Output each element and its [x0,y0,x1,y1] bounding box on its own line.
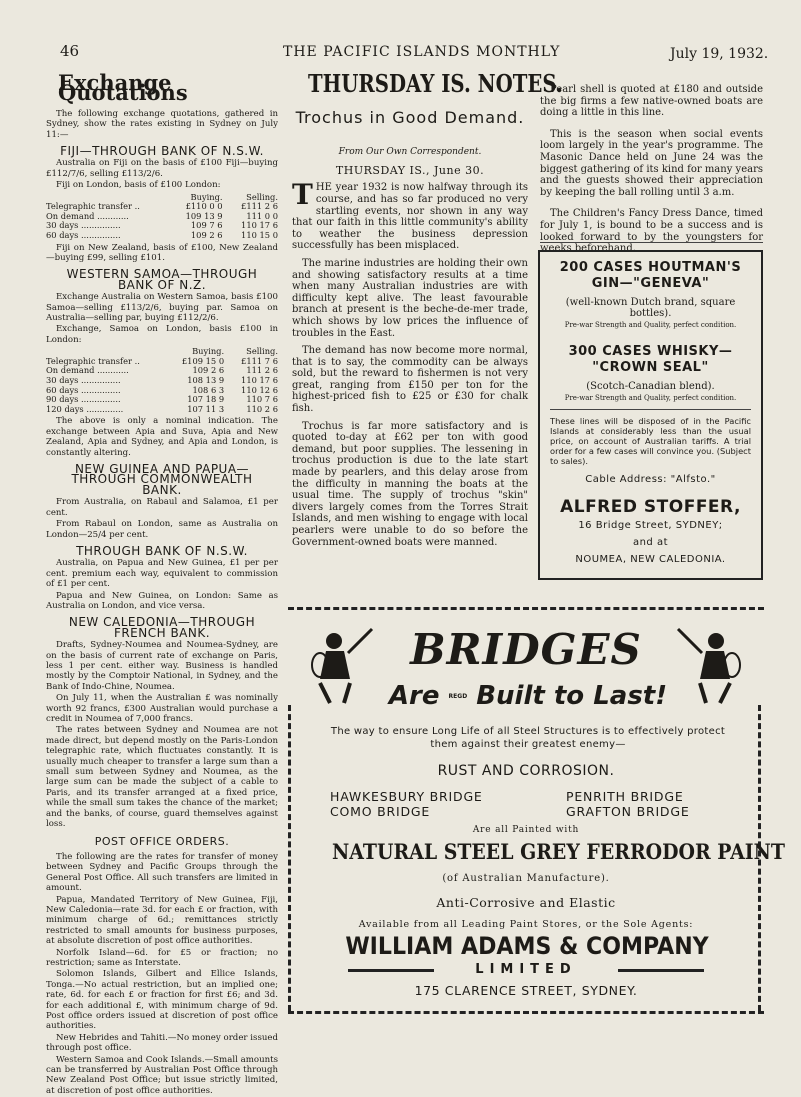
caledonia-p2: On July 11, when the Australian £ was nominally worth 92 francs, £300 Australian would purchase a credit in Noumea of 7,000 francs. [46,693,278,724]
caledonia-p3: The rates between Sydney and Noumea are not made direct, but depend mostly on the Paris-London telegraphic rate, which fluctuates constantly. It is usually much cheaper to transfer a large sum than a small sum between Sydney and Noumea, as the large sum can be made the subject of a cable to Paris, and its transfer arranged at a fixed price, while the small sum takes the chance of the market; and the banks, of course, guard themselves against loss. [46,725,278,830]
thursday-title: THURSDAY IS. NOTES. [308,69,563,98]
exchange-intro: The following exchange quotations, gathered in Sydney, show the rates existing in Sydney on July 11:— [46,108,278,140]
newguinea-heading: NEW GUINEA AND PAPUA— THROUGH COMMONWEALTH BANK. [71,462,253,497]
bridges-advertisement [288,605,785,1018]
samoa-heading: WESTERN SAMOA—THROUGH BANK OF N.Z. [66,267,258,292]
newguinea-p1: From Australia, on Rabaul and Salamoa, £1 per cent. [46,497,278,518]
byline: From Our Own Correspondent. [338,147,482,158]
caledonia-heading: NEW CALEDONIA—THROUGH FRENCH BANK. [68,615,256,640]
bridges-right: PENRITH BRIDGE GRAFTON BRIDGE [566,789,690,819]
table-row: 30 days ............... 109 7 6 110 17 6 [46,220,278,231]
thursday-column [292,69,563,554]
firm-name: ALFRED STOFFER, [560,497,741,517]
disposal-note: These lines will be disposed of in the Pacific Islands at considerably less than the usual price, on account of Australian tariffs. A trial order for a few cases will convince you. (Subject to sales). [550,409,751,466]
post-p1: The following are the rates for transfer of money between Sydney and Pacific Groups through the General Post Office. All such transfers are limited in amount. [46,851,278,894]
manufacture-note: (of Australian Manufacture). [442,873,610,884]
page-header [0,0,801,70]
fiji-p2: Fiji on London, basis of £100 London: [56,180,221,191]
border-left [288,705,291,1011]
table-row: Telegraphic transfer .. £110 0 0 £111 2 6 [46,201,278,212]
post-heading: POST OFFICE ORDERS. [94,835,230,849]
thursday-p2: The marine industries are holding their own and showing satisfactory results at a time when many Australian industries are with difficulty kept alive. The least favourable branch at present is the beche-de-mer trade, which shows by low prices the influence of troubles in the East. [292,257,528,339]
cable-address: Cable Address: "Alfsto." [585,474,716,485]
availability: Available from all Leading Paint Stores, or the Sole Agents: [358,919,694,930]
border-bottom [288,1011,764,1014]
rust-heading: RUST AND CORROSION. [437,763,615,779]
firm-address-1: 16 Bridge Street, SYDNEY; [578,520,723,531]
product-name: NATURAL STEEL GREY FERRODOR PAINT [332,839,785,864]
fiji-heading: FIJI—THROUGH BANK OF N.S.W. [60,144,264,159]
registered-mark: REGD [448,693,468,700]
bridges-title: BRIDGES [410,625,642,674]
caledonia-p1: Drafts, Sydney-Noumea and Noumea-Sydney, are on the basis of current rate of exchange on Paris, less 1 per cent. either way. Business is handled mostly by the Comptoir National, in Sydney, and the Bank of Indo-Chine, Noumea. [46,640,278,692]
gin-title: 200 CASES HOUTMAN'S GIN—"GENEVA" [559,260,742,291]
thursday-p4: Trochus is far more satisfactory and is quoted to-day at £62 per ton with good demand, but poor supplies. The lessening in trochus production is due to the late start made by pearlers, and this delay arose from the difficulty in manning the boats at the usual time. The supply of trochus "skin" divers largely comes from the Torres Strait Islands, and men wishing to engage with local pearlers were unable to do so before the Government-owned boats were manned. [292,420,528,548]
company-name: WILLIAM ADAMS & COMPANY [345,932,709,960]
nsw-p1: Australia, on Papua and New Guinea, £1 per per cent. premium each way, equivalent to commission of £1 per cent. [46,558,278,590]
exchange-title: Exchange Quotations [58,70,188,106]
table-row: 60 days ............... 108 6 3 110 12 6 [46,384,278,395]
post-p4: Solomon Islands, Gilbert and Ellice Islands, Tonga.—No actual restriction, but an implied one; rate, 6d. for each £ or fraction for first £6; and 3d. for each additional £, with minimum charge of 9d. Post office orders issued at discretion of post office authorities. [46,969,278,1032]
all-painted: Are all Painted with [472,825,580,835]
table-row: Telegraphic transfer .. £109 15 0 £111 7 6 [46,355,278,366]
whisky-quality: Pre-war Strength and Quality, perfect condition. [564,394,737,402]
divider [540,242,763,243]
firm-address-2: and at [632,537,669,548]
fiji-p1: Australia on Fiji on the basis of £100 Fiji—buying £112/7/6, selling £113/2/6. [46,158,278,179]
thursday-p3: The demand has now become more normal, that is to say, the commodity can be always sold, but the reward to fishermen is not very great, ranging from £150 per ton for the highest-priced fish to £25 or £30 for chalk fish. [292,345,528,415]
thursday-continued [540,84,763,265]
anti-corrosive: Anti-Corrosive and Elastic [436,895,616,910]
gin-quality: Pre-war Strength and Quality, perfect condition. [564,321,737,329]
magazine-title: THE PACIFIC ISLANDS MONTHLY [283,44,561,60]
fiji-p3: Fiji on New Zealand, basis of £100, New Zealand—buying £99, selling £101. [46,242,278,264]
samoa-p2: Exchange, Samoa on London, basis £100 in London: [46,324,278,345]
social-paragraph: This is the season when social events loom largely in the year's programme. The Masonic Dance held on June 24 was the biggest gathering of its kind for many years and the guests showed their appreciation by keeping the ball rolling until 3 a.m. [540,128,763,198]
whisky-title: 300 CASES WHISKY— "CROWN SEAL" [568,344,733,375]
nsw-heading: THROUGH BANK OF N.S.W. [76,543,248,558]
border-top [288,607,764,610]
post-p5: New Hebrides and Tahiti.—No money order issued through post office. [46,1032,278,1054]
issue-date: July 19, 1932. [670,46,769,62]
knight-right-icon [670,623,750,705]
pearl-paragraph: Pearl shell is quoted at £180 and outside the big firms a few native-owned boats are doing a little in this line. [540,84,763,119]
thursday-p1: THE year 1932 is now halfway through its course, and has so far produced no very startling events, nor shown in any way that our faith in this little community's ability to weather the business depression successfully has been misplaced. [292,178,528,252]
firm-address-3: NOUMEA, NEW CALEDONIA. [575,554,726,565]
thursday-subtitle: Trochus in Good Demand. [295,107,525,127]
samoa-rates-table: Buying. Selling. Telegraphic transfer .. £109 15 0 £111 7 6 On demand ............ 109 2 6 111 2 6 30 days ............... 108 13 9 110 17 6 60 days ............... 108 6 3 110 12 6 90 days ............... 107 18 9 110 7 6 120 days .............. 107 11 3 110 2 6 [46,346,278,414]
table-row: 60 days ............... 109 2 6 110 15 0 [46,230,278,241]
tagline: Are REGD Built to Last! [388,681,668,711]
table-row: 120 days .............. 107 11 3 110 2 6 [46,403,278,414]
drop-cap: T [292,178,313,212]
gin-description: (well-known Dutch brand, square bottles). [565,297,736,319]
post-p6: Western Samoa and Cook Islands.—Small amounts can be transferred by Australian Post Office through New Zealand Post Office; but issue strictly limited, at discretion of post office authorities. [46,1054,278,1096]
samoa-p3: The above is only a nominal indication. The exchange between Apia and Suva, Apia and New Zealand, Apia and Sydney, and Apia and London, is constantly altering. [46,416,278,458]
bridges-left: HAWKESBURY BRIDGE COMO BRIDGE [330,789,483,819]
table-row: On demand ............ 109 2 6 111 2 6 [46,365,278,376]
post-p3: Norfolk Island—6d. for £5 or fraction; no restriction; same as Interstate. [46,947,278,968]
newguinea-p2: From Rabaul on London, same as Australia on London—25/4 per cent. [46,519,278,540]
page-number: 46 [60,42,80,60]
table-row: 90 days ............... 107 18 9 110 7 6 [46,394,278,405]
ad-intro: The way to ensure Long Life of all Steel Structures is to effectively protect them against their greatest enemy— [330,726,726,750]
limited-line [348,962,704,980]
stoffer-advertisement [538,250,763,580]
nsw-p2: Papua and New Guinea, on London: Same as Australia on London, and vice versa. [46,590,278,611]
dance-paragraph: The Children's Fancy Dress Dance, timed for July 1, is bound to be a success and is looked forward to by the youngsters for weeks beforehand. [540,208,763,255]
fiji-rates-table: Buying. Selling. Telegraphic transfer .. £110 0 0 £111 2 6 On demand ............ 109 13 9 111 0 0 30 days ............... 109 7 6 110 17 6 60 days ............... 109 2 6 110 15 0 [46,191,278,241]
table-row: 30 days ............... 108 13 9 110 17 6 [46,375,278,386]
post-p2: Papua, Mandated Territory of New Guinea, Fiji, New Caledonia—rate 3d. for each £ or fraction, with minimum charge of 6d.; remittances strictly restricted to small amounts for business purposes, at absolute discretion of post office authorities. [46,894,278,947]
knight-left-icon [300,623,380,705]
table-row: On demand ............ 109 13 9 111 0 0 [46,210,278,221]
limited-label: LIMITED [475,962,577,977]
samoa-p1: Exchange Australia on Western Samoa, basis £100 Samoa—selling £113/2/6, buying par. Samoa on Australia—selling par, buying £112/2/6. [46,292,278,324]
whisky-description: (Scotch-Canadian blend). [586,381,715,392]
dateline: THURSDAY IS., June 30. [335,163,485,177]
exchange-column [46,70,278,1097]
company-address: 175 CLARENCE STREET, SYDNEY. [414,983,638,998]
